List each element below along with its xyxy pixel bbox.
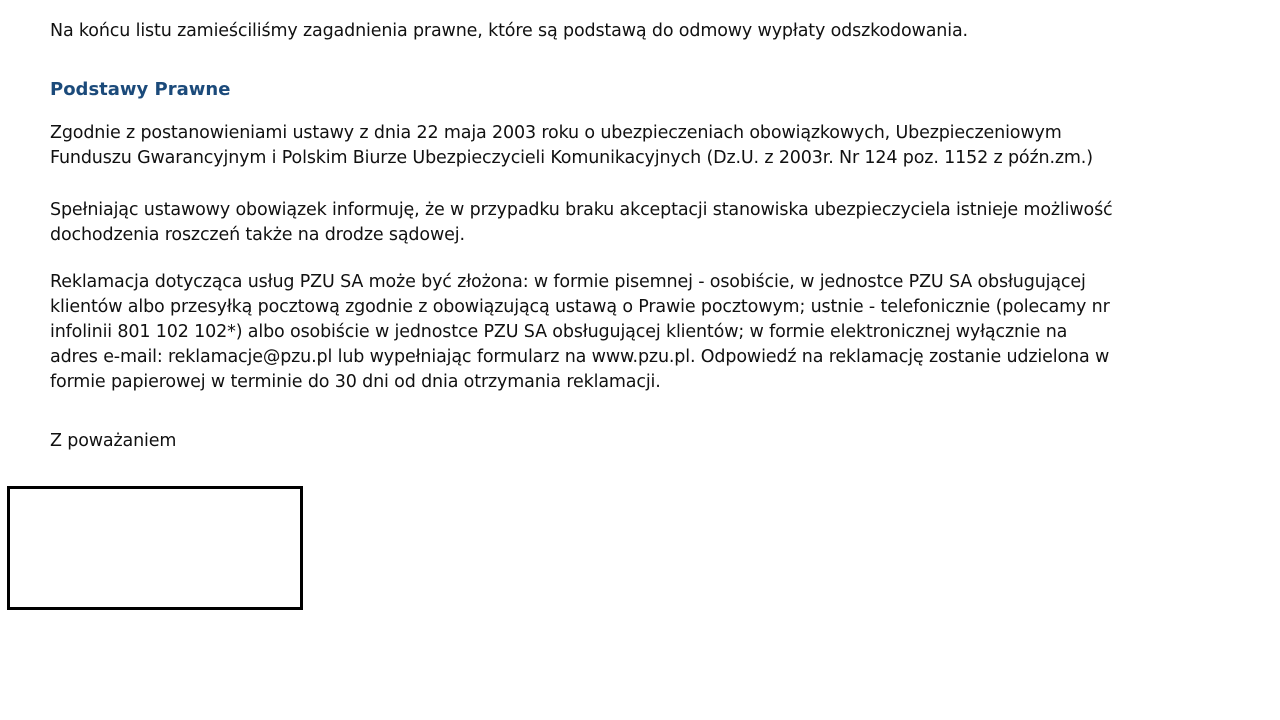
intro-text: Na końcu listu zamieściliśmy zagadnienia prawne, które są podstawą do odmowy wypłaty odszkodowania.: [50, 21, 968, 41]
paragraph-line: Zgodnie z postanowieniami ustawy z dnia 22 maja 2003 roku o ubezpieczeniach obowiązkowych, Ubezpieczeniowym: [50, 123, 1062, 143]
paragraph-line: klientów albo przesyłką pocztową zgodnie z obowiązującą ustawą o Prawie pocztowym; ustnie - telefonicznie (polecamy nr: [50, 297, 1110, 317]
paragraph-line: Spełniając ustawowy obowiązek informuję, że w przypadku braku akceptacji stanowiska ubezpieczyciela istnieje możliwość: [50, 200, 1113, 220]
paragraph-line: adres e-mail: reklamacje@pzu.pl lub wypełniając formularz na www.pzu.pl. Odpowiedź na reklamację zostanie udzielona w: [50, 347, 1110, 367]
letter-body: [50, 19, 1275, 454]
court-claim-paragraph: [50, 198, 1275, 248]
paragraph-line: formie papierowej w terminie do 30 dni od dnia otrzymania reklamacji.: [50, 372, 661, 392]
paragraph-line: Reklamacja dotycząca usług PZU SA może być złożona: w formie pisemnej - osobiście, w jednostce PZU SA obsługującej: [50, 272, 1086, 292]
paragraph-line: dochodzenia roszczeń także na drodze sądowej.: [50, 225, 465, 245]
signature-box: [7, 486, 303, 610]
paragraph-line: Funduszu Gwarancyjnym i Polskim Biurze Ubezpieczycieli Komunikacyjnych (Dz.U. z 2003r. Nr 124 poz. 1152 z późn.zm.): [50, 148, 1093, 168]
section-heading: Podstawy Prawne: [50, 79, 231, 100]
closing-salutation: Z poważaniem: [50, 431, 177, 451]
complaint-paragraph: [50, 270, 1275, 395]
legal-basis-paragraph: [50, 121, 1275, 171]
paragraph-line: infolinii 801 102 102*) albo osobiście w jednostce PZU SA obsługującej klientów; w formie elektronicznej wyłącznie na: [50, 322, 1068, 342]
